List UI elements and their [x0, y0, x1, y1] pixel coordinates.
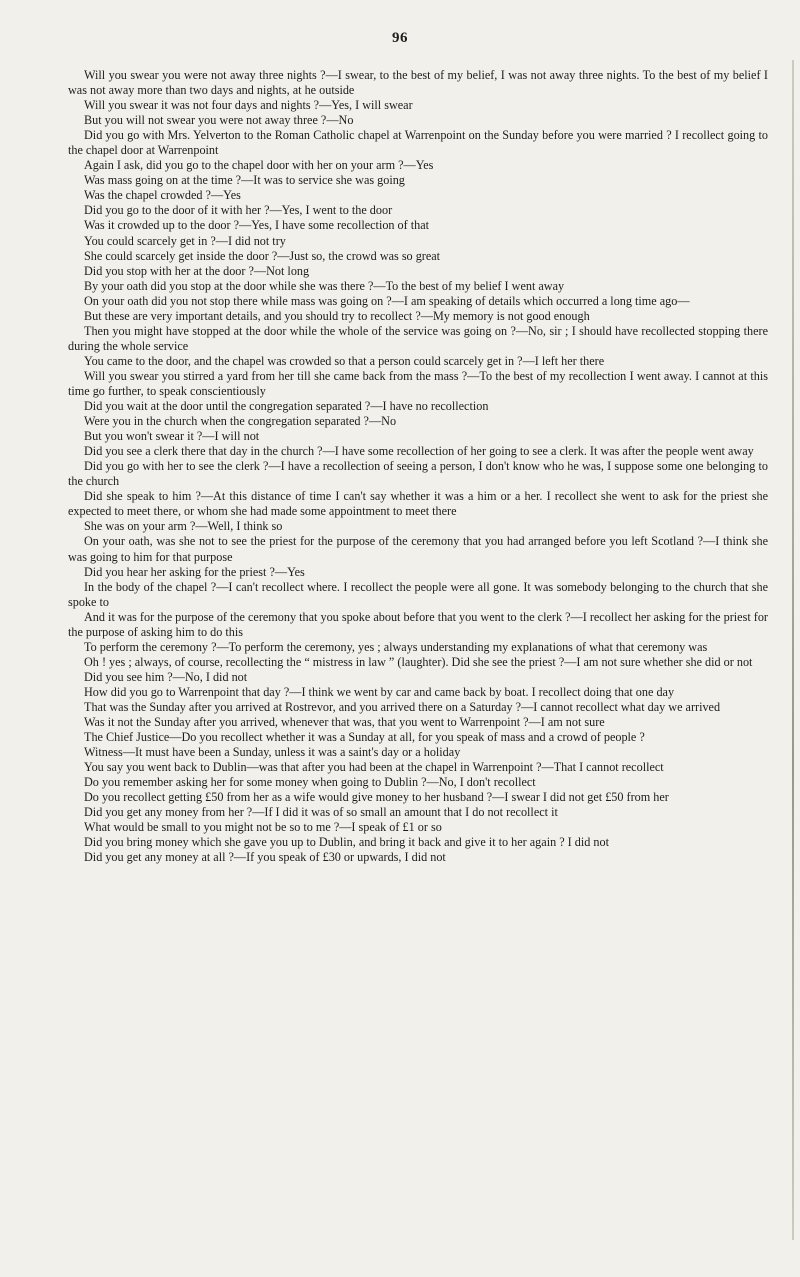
- testimony-paragraph: That was the Sunday after you arrived at Rostrevor, and you arrived there on a Saturday ?—I cannot recollect what day we arrived: [84, 699, 721, 714]
- testimony-paragraph: Did you go to the door of it with her ?—Yes, I went to the door: [84, 203, 393, 218]
- testimony-paragraph: Was it not the Sunday after you arrived, whenever that was, that you went to Warrenpoint ?—I am not sure: [84, 715, 605, 730]
- testimony-paragraph: Do you recollect getting £50 from her as a wife would give money to her husband ?—I swear I did not get £50 from her: [84, 790, 669, 805]
- testimony-paragraph: She was on your arm ?—Well, I think so: [84, 519, 283, 534]
- testimony-paragraph: In the body of the chapel ?—I can't recollect where. I recollect the people were all gone. It was somebody belonging to the church that she spoke to: [68, 579, 768, 609]
- testimony-paragraph: How did you go to Warrenpoint that day ?—I think we went by car and came back by boat. I recollect doing that one day: [84, 684, 675, 699]
- testimony-paragraph: Did you see a clerk there that day in the church ?—I have some recollection of her going to see a clerk. It was after the people went away: [84, 444, 754, 459]
- testimony-paragraph: Was mass going on at the time ?—It was to service she was going: [84, 173, 405, 188]
- testimony-paragraph: You could scarcely get in ?—I did not try: [84, 233, 286, 248]
- testimony-paragraph: Did you stop with her at the door ?—Not long: [84, 263, 310, 278]
- page-body: [68, 68, 768, 865]
- page-edge-shadow: [792, 60, 794, 1240]
- testimony-paragraph: You came to the door, and the chapel was crowded so that a person could scarcely get in ?—I left her there: [84, 353, 605, 368]
- testimony-paragraph: Did you go with her to see the clerk ?—I have a recollection of seeing a person, I don't know who he was, I suppose some one belonging to the church: [68, 459, 768, 489]
- testimony-paragraph: Did you get any money from her ?—If I did it was of so small an amount that I do not recollect it: [84, 805, 558, 820]
- testimony-paragraph: Oh ! yes ; always, of course, recollecting the “ mistress in law ” (laughter). Did she see the priest ?—I am not sure whether she did or not: [84, 654, 753, 669]
- testimony-paragraph: Did you hear her asking for the priest ?—Yes: [84, 564, 305, 579]
- testimony-paragraph: Again I ask, did you go to the chapel door with her on your arm ?—Yes: [84, 158, 434, 173]
- testimony-paragraph: Did you go with Mrs. Yelverton to the Roman Catholic chapel at Warrenpoint on the Sunday before you were married ? I recollect going to the chapel door at Warrenpoint: [68, 128, 768, 158]
- testimony-paragraph: Did you get any money at all ?—If you speak of £30 or upwards, I did not: [84, 850, 446, 865]
- testimony-paragraph: Was the chapel crowded ?—Yes: [84, 188, 241, 203]
- testimony-paragraph: She could scarcely get inside the door ?—Just so, the crowd was so great: [84, 248, 441, 263]
- testimony-paragraph: Will you swear you stirred a yard from her till she came back from the mass ?—To the best of my recollection I went away. I cannot at this time go further, to speak conscientiously: [68, 368, 768, 398]
- testimony-paragraph: Will you swear you were not away three nights ?—I swear, to the best of my belief, I was not away three nights. To the best of my belief I was not away more than two days and nights, at he outside: [68, 68, 768, 98]
- testimony-paragraph: What would be small to you might not be so to me ?—I speak of £1 or so: [84, 820, 442, 835]
- testimony-paragraph: But you won't swear it ?—I will not: [84, 429, 260, 444]
- testimony-paragraph: But these are very important details, and you should try to recollect ?—My memory is not good enough: [84, 308, 590, 323]
- testimony-paragraph: You say you went back to Dublin—was that after you had been at the chapel in Warrenpoint ?—That I cannot recollect: [84, 760, 664, 775]
- testimony-paragraph: On your oath, was she not to see the priest for the purpose of the ceremony that you had arranged before you left Scotland ?—I think she was going to him for that purpose: [68, 534, 768, 564]
- testimony-paragraph: Were you in the church when the congregation separated ?—No: [84, 414, 397, 429]
- testimony-paragraph: Did you see him ?—No, I did not: [84, 669, 248, 684]
- page-number: 96: [392, 30, 408, 46]
- testimony-paragraph: On your oath did you not stop there while mass was going on ?—I am speaking of details which occurred a long time ago—: [84, 293, 690, 308]
- testimony-paragraph: Will you swear it was not four days and nights ?—Yes, I will swear: [84, 98, 413, 113]
- testimony-paragraph: And it was for the purpose of the ceremony that you spoke about before that you went to the clerk ?—I recollect her asking for the priest for the purpose of asking him to do this: [68, 609, 768, 639]
- testimony-paragraph: Did you wait at the door until the congregation separated ?—I have no recollection: [84, 399, 489, 414]
- testimony-paragraph: Then you might have stopped at the door while the whole of the service was going on ?—No, sir ; I should have recollected stopping there during the whole service: [68, 323, 768, 353]
- testimony-paragraph: The Chief Justice—Do you recollect whether it was a Sunday at all, for you speak of mass and a crowd of people ?: [84, 730, 645, 745]
- testimony-paragraph: By your oath did you stop at the door while she was there ?—To the best of my belief I went away: [84, 278, 565, 293]
- testimony-paragraph: Was it crowded up to the door ?—Yes, I have some recollection of that: [84, 218, 430, 233]
- testimony-paragraph: Did she speak to him ?—At this distance of time I can't say whether it was a him or a her. I recollect she went to ask for the priest she expected to meet there, or whom she had made some appointment to meet there: [68, 489, 768, 519]
- testimony-paragraph: Witness—It must have been a Sunday, unless it was a saint's day or a holiday: [84, 745, 461, 760]
- testimony-paragraph: Do you remember asking her for some money when going to Dublin ?—No, I don't recollect: [84, 775, 536, 790]
- testimony-paragraph: To perform the ceremony ?—To perform the ceremony, yes ; always understanding my explanations of what that ceremony was: [84, 639, 708, 654]
- testimony-paragraph: But you will not swear you were not away three ?—No: [84, 113, 354, 128]
- testimony-paragraph: Did you bring money which she gave you up to Dublin, and bring it back and give it to her again ? I did not: [84, 835, 609, 850]
